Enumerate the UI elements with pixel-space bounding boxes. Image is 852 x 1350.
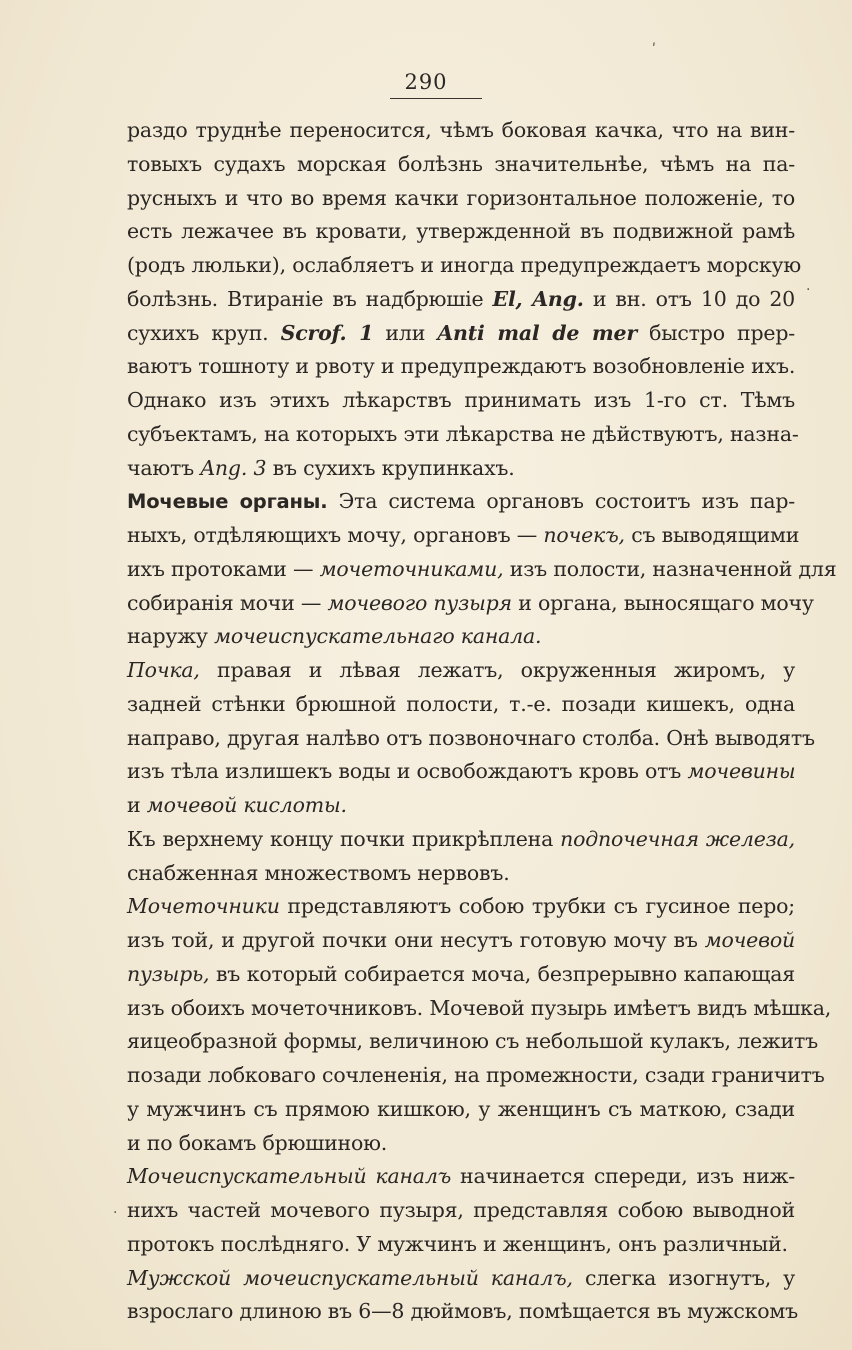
text-run: и органа, выносящаго мочу [511, 590, 814, 615]
text-run: ихъ протоками — [127, 556, 320, 581]
text-run: представляютъ собою трубки съ гусиное перо; [279, 894, 795, 919]
text-run: взрослаго длиною въ 6—8 дюймовъ, помѣщается въ мужскомъ [127, 1299, 799, 1324]
text-run: снабженная множествомъ нервовъ. [127, 860, 510, 885]
emphasized-text: мочевой кислоты. [146, 793, 347, 817]
text-run: яицеобразной формы, величиною съ небольшой кулакъ, лежитъ [127, 1029, 819, 1054]
text-run: субъектамъ, на которыхъ эти лѣкарства не дѣйствуютъ, назна- [127, 421, 799, 446]
page-number: 290 [404, 70, 448, 94]
text-run: изъ той, и другой почки они несутъ готовую мочу въ [127, 928, 705, 952]
emphasized-text: мочевой [704, 928, 795, 952]
text-run: изъ полости, назначенной для [503, 556, 837, 581]
emphasized-text: мочеточниками, [319, 556, 504, 581]
margin-mark: · [806, 282, 811, 298]
text-run: ваютъ тошноту и рвоту и предупреждаютъ возобновленiе ихъ. [127, 354, 796, 379]
text-run: позади лобковаго сочлененiя, на промежности, сзади граничитъ [127, 1063, 825, 1087]
text-run: начинается спереди, изъ ниж- [451, 1164, 795, 1189]
text-run: болѣзнь. Втиранiе въ надбрюшiе [127, 286, 493, 311]
emphasized-text: Ang. 3 [200, 455, 267, 480]
text-run: сухихъ круп. [127, 320, 281, 345]
emphasized-text: мочеиспускательнаго канала. [214, 624, 542, 649]
text-run: Однако изъ этихъ лѣкарствъ принимать изъ 1-го ст. Тѣмъ [127, 388, 795, 412]
text-run: чаютъ [127, 455, 201, 480]
emphasized-text: Scrof. 1 [280, 320, 374, 345]
emphasized-text: El, Ang. [492, 286, 584, 311]
text-run: изъ обоихъ мочеточниковъ. Мочевой пузырь имѣетъ видъ мѣшка, [127, 995, 832, 1020]
text-run: въ сухихъ крупинкахъ. [266, 455, 515, 480]
text-run: товыхъ судахъ морская болѣзнь значительнѣе, чѣмъ на па- [127, 151, 795, 176]
text-run: собиранiя мочи — [127, 590, 328, 615]
text-run: наружу [127, 624, 215, 649]
emphasized-text: мочевого пузыря [327, 590, 512, 615]
text-run: у мужчинъ съ прямою кишкою, у женщинъ съ маткою, сзади [127, 1096, 795, 1121]
text-run: правая и лѣвая лежатъ, окруженныя жиромъ, у [199, 658, 795, 682]
emphasized-text: Почка, [127, 658, 200, 682]
text-run: съ выводящими [624, 523, 800, 547]
margin-mark: · [113, 1205, 118, 1221]
text-run: русныхъ и что во время качки горизонтальное положенiе, то [127, 185, 795, 210]
emphasized-text: Anti mal de mer [437, 320, 637, 345]
emphasized-text: Мужской мочеиспускательный каналъ, [127, 1265, 573, 1290]
emphasized-text: подпочечная железа, [560, 826, 796, 851]
emphasized-text: Мочеточники [127, 894, 280, 919]
text-run: и по бокамъ брюшиною. [127, 1130, 388, 1155]
text-run: или [373, 320, 438, 345]
text-run: и вн. отъ 10 до 20 [583, 286, 796, 311]
margin-mark: ʹ [652, 42, 656, 58]
text-run: въ который собирается моча, безпрерывно капающая [209, 961, 795, 986]
text-run: направо, другая налѣво отъ позвоночнаго столба. Онѣ выводятъ [127, 725, 815, 750]
text-run: ныхъ, отдѣляющихъ мочу, органовъ — [127, 523, 544, 547]
text-run: слегка изогнутъ, у [572, 1265, 795, 1290]
text-run: нихъ частей мочевого пузыря, представляя собою выводной [127, 1198, 795, 1222]
emphasized-text: пузырь, [127, 961, 210, 986]
emphasized-text: почекъ, [543, 523, 625, 547]
text-run: Къ верхнему концу почки прикрѣплена [127, 826, 561, 851]
text-line [127, 1291, 799, 1331]
text-run: задней стѣнки брюшной полости, т.-е. позади кишекъ, одна [127, 691, 795, 716]
emphasized-text: мочевины [687, 759, 796, 784]
text-run: (родъ люльки), ослабляетъ и иногда предупреждаетъ морскую [127, 253, 802, 277]
text-run: есть лежачее въ кровати, утвержденной въ подвижной рамѣ [127, 219, 795, 244]
text-run: Эта система органовъ состоитъ изъ пар- [327, 489, 795, 514]
text-run: изъ тѣла излишекъ воды и освобождаютъ кровь отъ [127, 759, 688, 784]
text-run: раздо труднѣе переносится, чѣмъ боковая качка, что на вин- [127, 118, 795, 142]
text-run: и [127, 793, 147, 817]
text-run: протокъ послѣдняго. У мужчинъ и женщинъ, онъ различный. [127, 1231, 788, 1256]
emphasized-text: Мочеиспускательный каналъ [127, 1164, 452, 1189]
text-run: быстро прер- [636, 320, 795, 345]
emphasized-text: Мочевые органы. [127, 490, 328, 514]
